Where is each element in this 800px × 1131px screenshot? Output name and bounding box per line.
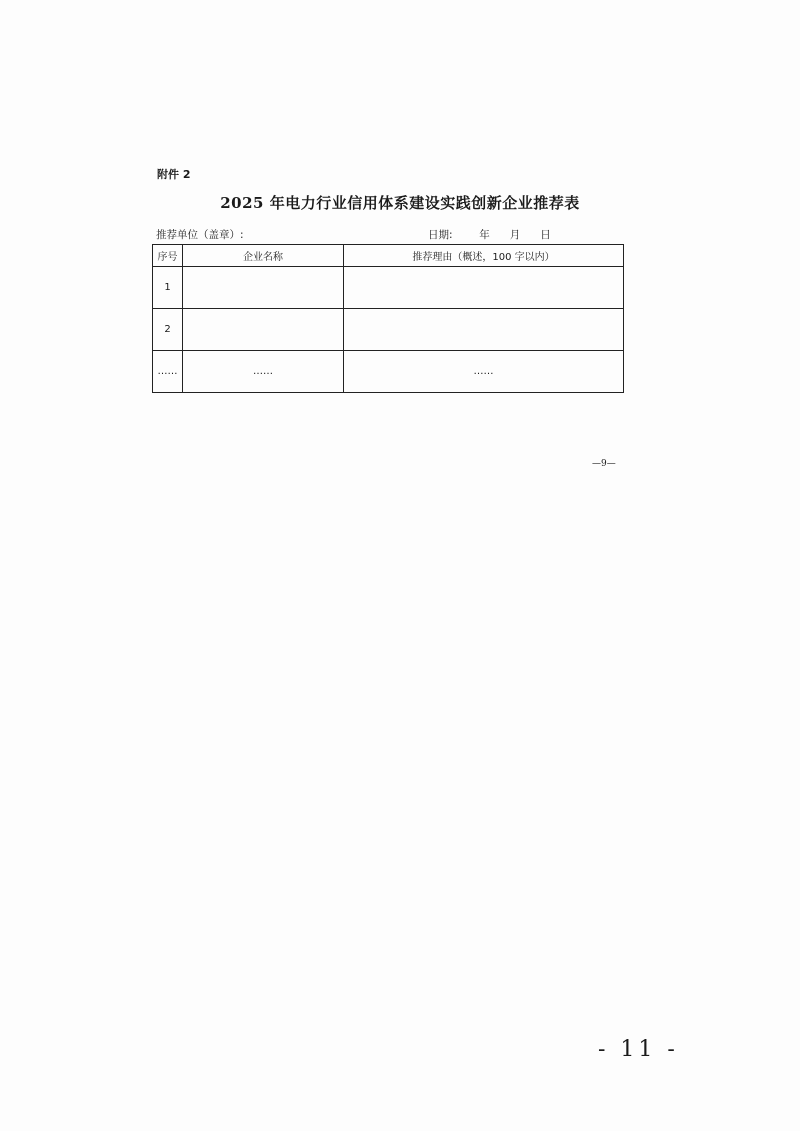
recommendation-table — [152, 244, 624, 393]
header-recommendation-reason: 推荐理由（概述，100 字以内） — [344, 245, 624, 267]
row-serial-cell: …… — [153, 351, 183, 393]
row-company-cell — [183, 267, 344, 309]
header-company-name: 企业名称 — [183, 245, 344, 267]
row-company-cell: …… — [183, 351, 344, 393]
recommending-unit-label: 推荐单位（盖章）: — [156, 229, 244, 241]
form-title: 2025 年电力行业信用体系建设实践创新企业推荐表 — [220, 194, 580, 212]
header-serial-number: 序号 — [153, 245, 183, 267]
row-reason-cell: …… — [344, 351, 624, 393]
table-row — [153, 309, 624, 351]
inner-page-number: —9— — [592, 459, 616, 469]
row-reason-cell — [344, 267, 624, 309]
row-serial-cell: 2 — [153, 309, 183, 351]
table-header-row — [153, 245, 624, 267]
form-meta-row — [156, 227, 626, 243]
attachment-label: 附件 2 — [157, 168, 191, 181]
table-row — [153, 351, 624, 393]
table-row — [153, 267, 624, 309]
row-company-cell — [183, 309, 344, 351]
page-number: - 11 - — [598, 1037, 679, 1062]
row-reason-cell — [344, 309, 624, 351]
row-serial-cell: 1 — [153, 267, 183, 309]
date-label: 日期: 年 月 日 — [428, 229, 551, 241]
